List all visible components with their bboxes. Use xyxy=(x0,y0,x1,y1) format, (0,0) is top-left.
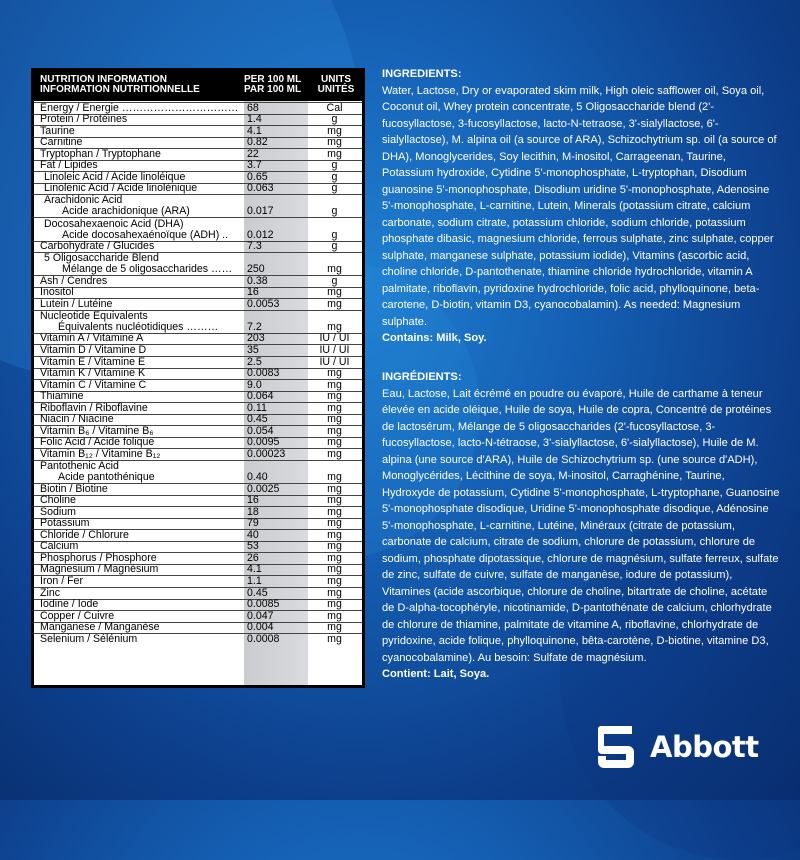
nutrition-row xyxy=(34,148,362,160)
nutrient-name-line: Inositol xyxy=(40,287,74,299)
nutrition-row xyxy=(34,599,362,611)
nutrient-value: 0.054 xyxy=(247,424,274,437)
nutrient-name xyxy=(34,195,243,217)
nutrient-name-line: Acide docosahexaénoïque (ADH) .. xyxy=(62,228,229,241)
nutrition-row xyxy=(34,368,362,380)
nutrient-unit: mg xyxy=(327,551,342,564)
nutrient-name-line: Vitamin K / Vitamine K xyxy=(40,368,146,380)
nutrient-name xyxy=(34,576,243,587)
nutrient-name-line: Arachidonic Acid xyxy=(44,195,123,207)
ingredients-title-en: INGREDIENTS: xyxy=(382,68,462,80)
nutrient-name xyxy=(34,622,243,633)
nutrient-value: 0.38 xyxy=(247,274,268,287)
nutrient-unit: mg xyxy=(327,436,342,449)
nutrient-name xyxy=(34,149,243,160)
nutrient-name-line: Selenium / Sélénium xyxy=(40,633,138,645)
nutrition-row xyxy=(34,125,362,137)
nutrient-name-line: Energy / Énergie …………………………… xyxy=(40,102,239,114)
nutrient-name-line: Vitamin A / Vitamine A xyxy=(40,333,144,345)
nutrient-unit: g xyxy=(331,113,338,126)
nutrient-value: 0.063 xyxy=(247,182,274,195)
nutrient-name xyxy=(34,426,243,437)
header-per-fr: PAR 100 ML xyxy=(244,84,302,95)
nutrient-name-line: Fat / Lipides xyxy=(40,160,98,172)
nutrient-unit: Cal xyxy=(326,101,343,114)
nutrition-row xyxy=(34,575,362,587)
nutrition-row xyxy=(34,183,362,195)
nutrient-value: 250 xyxy=(247,263,265,276)
nutrient-unit: mg xyxy=(327,297,342,310)
nutrition-row xyxy=(34,287,362,299)
nutrient-value: 0.0083 xyxy=(247,367,280,380)
nutrient-unit: mg xyxy=(327,563,342,576)
nutrient-unit: mg xyxy=(327,517,342,530)
nutrient-name-line: Magnesium / Magnésium xyxy=(40,564,159,576)
nutrient-value: 40 xyxy=(247,528,259,541)
nutrition-row xyxy=(34,437,362,449)
nutrient-unit: g xyxy=(331,274,338,287)
nutrition-row xyxy=(34,610,362,622)
nutrient-unit: IU / UI xyxy=(319,344,350,357)
nutrient-unit: mg xyxy=(327,124,342,137)
nutrient-name-line: Iodine / Iode xyxy=(40,599,99,611)
header-units-en: UNITS xyxy=(321,74,351,85)
nutrient-value: 7.2 xyxy=(247,320,262,333)
nutrient-name-line: Tryptophan / Tryptophane xyxy=(40,148,161,160)
nutrient-value: 7.3 xyxy=(247,240,262,253)
nutrition-row xyxy=(34,495,362,507)
nutrient-value: 203 xyxy=(247,332,265,345)
nutrient-name xyxy=(34,368,243,379)
nutrient-value: 79 xyxy=(247,517,259,530)
nutrient-name-line: Nucleotide Equivalents xyxy=(40,310,148,322)
nutrient-name-line: Iron / Fer xyxy=(40,575,83,587)
nutrition-row xyxy=(34,160,362,172)
nutrient-name-line: Taurine xyxy=(40,125,75,137)
nutrient-unit: IU / UI xyxy=(319,355,350,368)
nutrition-row xyxy=(34,356,362,368)
nutrient-unit: mg xyxy=(327,528,342,541)
nutrition-row xyxy=(34,622,362,634)
nutrient-name xyxy=(34,276,243,287)
nutrition-table xyxy=(31,68,365,688)
nutrient-unit: mg xyxy=(327,390,342,403)
nutrient-name-line: Vitamin E / Vitamine E xyxy=(40,356,146,368)
nutrient-name xyxy=(34,299,243,310)
nutrient-name xyxy=(34,114,243,125)
nutrient-unit: mg xyxy=(327,598,342,611)
nutrient-name-line: Vitamin C / Vitamine C xyxy=(40,379,147,391)
nutrient-name-line: Biotin / Biotine xyxy=(40,483,108,495)
nutrient-value: 0.65 xyxy=(247,170,268,183)
nutrient-unit: mg xyxy=(327,401,342,414)
header-units-fr: UNITÉS xyxy=(317,84,355,95)
ingredients-text-fr: Eau, Lactose, Lait écrémé en poudre ou évaporé, Huile de carthame à teneur élevée en acide oléique, Huile de soya, Huile de copra, Concentré de protéines de lactosérum, Mélange de 5 oligosaccharides (2'-fucosyllactose, 3-fucosyllactose, lacto-N-tétraose, 3'-sialyllactose, 6'-sialyllactose), Huile de M. alpina (une source d'ARA), Huile de Schizochytrium sp. (une source d'ADH), Monoglycérides, Lécithine de soya, M-inositol, Carraghénine, Taurine, Hydroxyde de potassium, Cytidine 5'-monophosphate, L-tryptophane, Guanosine 5'-monophosphate disodique, Uridine 5'-monophosphate disodique, Adénosine 5'-monophosphate, L-carnitine, Lutéine, Minéraux (citrate de potassium, carbonate de calcium, citrate de sodium, chlorure de potassium, chlorure de sodium, phosphate dipotassique, chlorure de magnésium, sulfate ferreux, sulfate de zinc, sulfate de cuivre, sulfate de manganèse, iodure de potassium), Vitamines (acide ascorbique, chlorure de choline, bitartrate de choline, acétate de D-alpha-tocophéryle, nicotinamide, D-pantothénate de calcium, chlorhydrate de chlorure de thiamine, palmitate de vitamine A, riboflavine, chlorhydrate de pyridoxine, acide folique, phylloquinone, bêta-carotène, D-biotine, vitamine D3, cyanocobalamine). Au besoin: Sulfate de magnésium. xyxy=(382,387,780,664)
nutrient-value: 0.064 xyxy=(247,390,274,403)
nutrient-name-line: Ash / Cendres xyxy=(40,275,108,287)
nutrient-unit: mg xyxy=(327,424,342,437)
nutrient-name xyxy=(34,507,243,518)
nutrient-name-line: Phosphorus / Phosphore xyxy=(40,552,157,564)
nutrition-row xyxy=(34,506,362,518)
nutrient-unit: mg xyxy=(327,609,342,622)
abbott-logo xyxy=(596,726,759,768)
nutrient-value: 0.012 xyxy=(247,228,274,241)
nutrient-value: 0.0085 xyxy=(247,598,280,611)
nutrient-unit: mg xyxy=(327,471,342,484)
nutrient-value: 16 xyxy=(247,286,259,299)
nutrient-unit: mg xyxy=(327,286,342,299)
nutrient-name-line: Choline xyxy=(40,495,76,507)
nutrition-row xyxy=(34,194,362,217)
nutrient-name xyxy=(34,634,243,645)
nutrition-row xyxy=(34,483,362,495)
nutrient-name xyxy=(34,137,243,148)
nutrient-name xyxy=(34,183,243,194)
nutrition-row xyxy=(34,171,362,183)
nutrient-unit: mg xyxy=(327,632,342,645)
nutrient-value: 0.0095 xyxy=(247,436,280,449)
ingredients-french xyxy=(382,369,780,683)
nutrition-row xyxy=(34,564,362,576)
nutrient-value: 0.00023 xyxy=(247,447,286,460)
nutrition-row xyxy=(34,379,362,391)
nutrient-value: 0.0025 xyxy=(247,482,280,495)
nutrient-unit: mg xyxy=(327,320,342,333)
nutrition-row xyxy=(34,541,362,553)
nutrient-name xyxy=(34,126,243,137)
header-per-en: PER 100 ML xyxy=(244,74,302,85)
nutrient-name xyxy=(34,553,243,564)
nutrient-name xyxy=(34,241,243,252)
nutrient-unit: mg xyxy=(327,494,342,507)
nutrient-name-line: Vitamin D / Vitamine D xyxy=(40,345,147,357)
nutrient-value: 35 xyxy=(247,344,259,357)
nutrient-value: 0.0053 xyxy=(247,297,280,310)
nutrient-name xyxy=(34,103,243,114)
nutrient-value: 0.40 xyxy=(247,471,268,484)
header-title-fr: INFORMATION NUTRITIONNELLE xyxy=(40,84,200,95)
nutrient-unit: mg xyxy=(327,482,342,495)
nutrient-name-line: Sodium xyxy=(40,506,76,518)
nutrient-name xyxy=(34,495,243,506)
nutrient-name-line: Vitamin B₁₂ / Vitamine B₁₂ xyxy=(40,448,161,460)
header-title-en: NUTRITION INFORMATION xyxy=(40,74,168,85)
nutrient-name xyxy=(34,588,243,599)
nutrient-value: 0.017 xyxy=(247,205,274,218)
nutrient-unit: mg xyxy=(327,147,342,160)
nutrient-name xyxy=(34,345,243,356)
nutrient-value: 0.82 xyxy=(247,136,268,149)
nutrient-name-line: Carbohydrate / Glucides xyxy=(40,241,155,253)
nutrient-name xyxy=(34,357,243,368)
nutrition-row xyxy=(34,414,362,426)
nutrient-name-line: Potassium xyxy=(40,518,90,530)
nutrient-value: 2.5 xyxy=(247,355,262,368)
ingredients-text-en: Water, Lactose, Dry or evaporated skim milk, High oleic safflower oil, Soya oil, Coconut oil, Whey protein concentrate, 5 Oligosaccharide blend (2'-fucosyllactose, 3-fucosyllactose, lacto-N-tetraose, 3'-sialyllactose, 6'-sialyllactose), M. alpina oil (a source of ARA), Schizochytrium sp. oil (a source of DHA), Monoglycerides, Soy lecithin, M-inositol, Carrageenan, Taurine, Potassium hydroxide, Cytidine 5'-monophosphate, L-tryptophan, Disodium guanosine 5'-monophosphate, Disodium uridine 5'-monophosphate, Adenosine 5'-monophosphate, L-carnitine, Lutein, Minerals (potassium citrate, calcium carbonate, sodium citrate, potassium chloride, sodium chloride, potassium phosphate dibasic, magnesium chloride, ferrous sulphate, zinc sulphate, copper sulphate, manganese sulphate, potassium iodide), Vitamins (ascorbic acid, choline chloride, D-pantothenate, thiamine chloride hydrochloride, vitamin A palmitate, riboflavin, pyridoxine hydrochloride, folic acid, phylloquinone, beta-carotene, D-biotin, vitamin D3, cyanocobalamin). As needed: Magnesium sulphate. xyxy=(382,84,777,328)
nutrient-value: 68 xyxy=(247,101,259,114)
nutrient-name xyxy=(34,461,243,483)
abbott-logo-icon xyxy=(596,726,636,768)
nutrient-value: 4.1 xyxy=(247,124,262,137)
nutrition-row xyxy=(34,529,362,541)
nutrient-name-line: Zinc xyxy=(40,587,61,599)
nutrient-name xyxy=(34,541,243,552)
nutrition-row xyxy=(34,391,362,403)
nutrient-unit: mg xyxy=(327,378,342,391)
nutrition-row xyxy=(34,425,362,437)
nutrition-row xyxy=(34,217,362,240)
nutrient-value: 0.004 xyxy=(247,621,274,634)
nutrient-unit: g xyxy=(331,159,338,172)
nutrition-row xyxy=(34,633,362,645)
nutrition-row xyxy=(34,448,362,460)
nutrient-name xyxy=(34,333,243,344)
nutrient-value: 26 xyxy=(247,551,259,564)
contains-fr: Contient: Lait, Soya. xyxy=(382,668,490,680)
nutrition-row xyxy=(34,275,362,287)
nutrient-name xyxy=(34,599,243,610)
nutrient-name xyxy=(34,414,243,425)
nutrient-value: 1.1 xyxy=(247,574,262,587)
nutrient-name-line: Pantothenic Acid xyxy=(40,461,119,473)
nutrient-name-line: Équivalents nucléotidiques ……… xyxy=(58,320,219,333)
nutrient-name-line: Niacin / Niacine xyxy=(40,414,114,426)
nutrient-value: 0.45 xyxy=(247,586,268,599)
ingredients-title-fr: INGRÉDIENTS: xyxy=(382,371,462,383)
nutrient-name-line: Linolenic Acid / Acide linolénique xyxy=(44,183,198,195)
nutrition-row xyxy=(34,402,362,414)
nutrient-name xyxy=(34,484,243,495)
nutrition-table-header xyxy=(34,71,362,103)
nutrition-row xyxy=(34,102,362,114)
nutrient-name-line: Carnitine xyxy=(40,137,83,149)
nutrient-value: 0.45 xyxy=(247,413,268,426)
nutrition-row xyxy=(34,518,362,530)
nutrient-unit: mg xyxy=(327,447,342,460)
ingredients-english xyxy=(382,66,780,347)
nutrient-value: 53 xyxy=(247,540,259,553)
nutrition-row xyxy=(34,344,362,356)
nutrient-name xyxy=(34,564,243,575)
nutrient-name-line: Protein / Protéines xyxy=(40,114,128,126)
nutrient-name-line: Riboflavin / Riboflavine xyxy=(40,402,148,414)
nutrient-unit: mg xyxy=(327,540,342,553)
nutrient-value: 0.047 xyxy=(247,609,274,622)
nutrient-unit: mg xyxy=(327,263,342,276)
nutrient-value: 4.1 xyxy=(247,563,262,576)
nutrient-name xyxy=(34,311,243,333)
nutrient-name-line: Acide pantothénique xyxy=(58,471,155,484)
nutrient-value: 18 xyxy=(247,505,259,518)
nutrient-name-line: Linoleic Acid / Acide linoléique xyxy=(44,171,186,183)
nutrient-value: 0.0008 xyxy=(247,632,280,645)
nutrient-unit: g xyxy=(331,240,338,253)
nutrient-name xyxy=(34,437,243,448)
nutrient-name-line: Vitamin B₆ / Vitamine B₆ xyxy=(40,425,154,437)
nutrient-unit: mg xyxy=(327,586,342,599)
nutrient-value: 1.4 xyxy=(247,113,262,126)
nutrition-row xyxy=(34,298,362,310)
nutrient-name xyxy=(34,530,243,541)
nutrient-value: 16 xyxy=(247,494,259,507)
nutrient-unit: mg xyxy=(327,413,342,426)
nutrient-name-line: Manganese / Manganèse xyxy=(40,622,160,634)
nutrient-name xyxy=(34,391,243,402)
nutrient-name xyxy=(34,403,243,414)
nutrition-row xyxy=(34,114,362,126)
nutrition-row xyxy=(34,333,362,345)
nutrient-name xyxy=(34,518,243,529)
nutrition-row xyxy=(34,310,362,333)
nutrient-unit: g xyxy=(331,182,338,195)
nutrient-name-line: Chloride / Chlorure xyxy=(40,529,129,541)
nutrient-name-line: Acide arachidonique (ARA) xyxy=(62,205,190,218)
nutrient-value: 0.11 xyxy=(247,401,267,414)
nutrient-unit: IU / UI xyxy=(319,332,350,345)
nutrient-unit: g xyxy=(331,170,338,183)
nutrition-row xyxy=(34,252,362,275)
nutrient-name xyxy=(34,449,243,460)
nutrient-name xyxy=(34,172,243,183)
nutrient-name xyxy=(34,219,243,241)
nutrient-unit: mg xyxy=(327,367,342,380)
nutrient-unit: g xyxy=(331,228,338,241)
nutrient-name-line: Folic Acid / Acide folique xyxy=(40,437,155,449)
nutrition-rows xyxy=(34,102,362,645)
nutrition-row xyxy=(34,552,362,564)
nutrient-name xyxy=(34,253,243,275)
nutrient-unit: mg xyxy=(327,621,342,634)
nutrient-name xyxy=(34,611,243,622)
nutrient-name-line: Thiamine xyxy=(40,391,84,403)
nutrient-name xyxy=(34,380,243,391)
nutrient-name-line: Calcium xyxy=(40,541,79,553)
nutrient-value: 3.7 xyxy=(247,159,262,172)
nutrient-unit: mg xyxy=(327,574,342,587)
nutrition-row xyxy=(34,460,362,483)
nutrient-name-line: Mélange de 5 oligosaccharides …… xyxy=(62,263,233,276)
nutrient-name-line: Copper / Cuivre xyxy=(40,610,115,622)
nutrition-row xyxy=(34,137,362,149)
nutrient-name-line: 5 Oligosaccharide Blend xyxy=(44,253,159,265)
nutrient-name-line: Lutein / Lutéine xyxy=(40,298,113,310)
nutrient-name-line: Docosahexaenoic Acid (DHA) xyxy=(44,218,184,230)
nutrient-unit: mg xyxy=(327,136,342,149)
nutrient-unit: mg xyxy=(327,505,342,518)
nutrient-unit: g xyxy=(331,205,338,218)
nutrient-name xyxy=(34,287,243,298)
nutrient-name xyxy=(34,160,243,171)
nutrient-value: 22 xyxy=(247,147,259,160)
brand-name: Abbott xyxy=(650,730,759,764)
nutrient-value: 9.0 xyxy=(247,378,262,391)
nutrition-row xyxy=(34,241,362,253)
nutrition-row xyxy=(34,587,362,599)
contains-en: Contains: Milk, Soy. xyxy=(382,332,487,344)
